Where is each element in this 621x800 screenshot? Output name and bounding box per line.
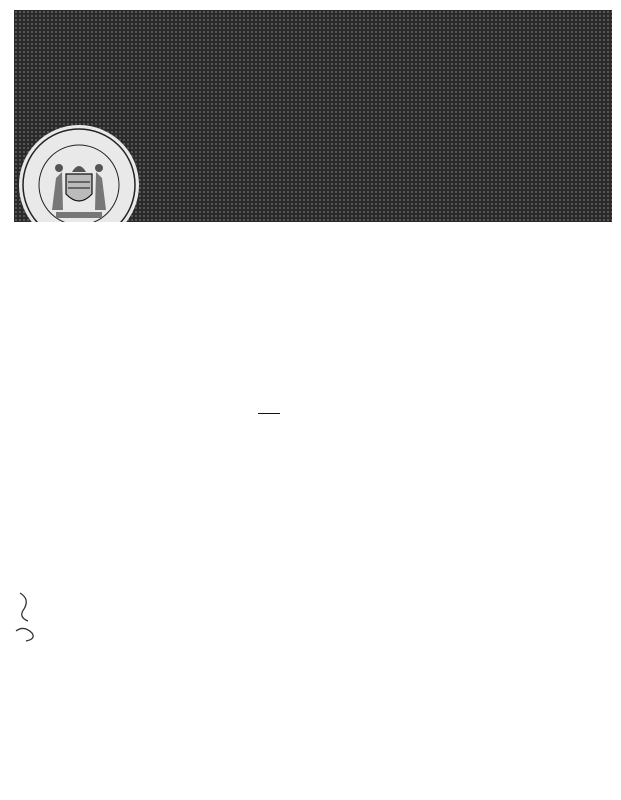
handwritten-mark-icon [10,585,50,645]
state-seal-icon [16,122,142,222]
issue-info [310,298,600,299]
masthead-banner [14,10,612,222]
index-left-column [36,400,280,414]
cite-header [258,400,280,414]
